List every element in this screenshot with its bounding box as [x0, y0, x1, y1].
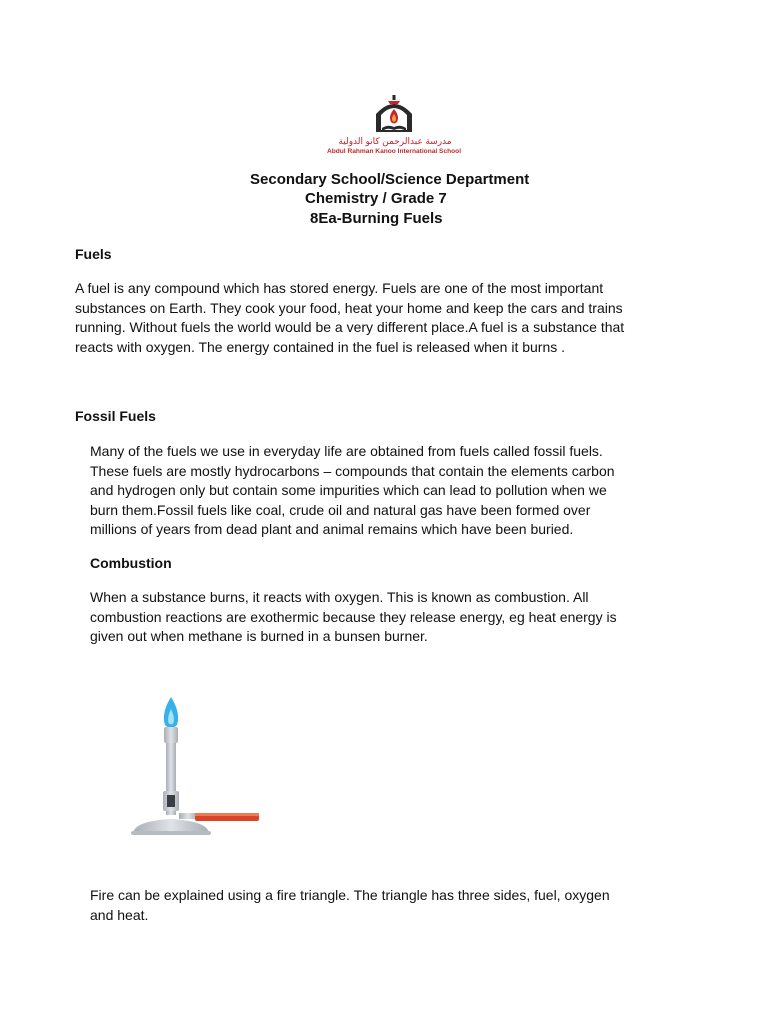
fossil-fuels-title: Fossil Fuels: [75, 408, 156, 424]
unit-heading: 8Ea-Burning Fuels: [310, 210, 443, 227]
fossil-fuels-paragraph: [90, 442, 615, 540]
text-line: millions of years from dead plant and animal remains which have been buried.: [90, 521, 574, 537]
text-line: A fuel is any compound which has stored energy. Fuels are one of the most important: [75, 280, 604, 296]
text-line: combustion reactions are exothermic because they release energy, eg heat energy is: [90, 608, 617, 625]
school-logo: [318, 92, 470, 164]
text-line: Fire can be explained using a fire triangle. The triangle has three sides, fuel, oxygen: [90, 887, 610, 903]
text-line: These fuels are mostly hydrocarbons – compounds that contain the elements carbon: [90, 462, 615, 479]
text-line: Many of the fuels we use in everyday life are obtained from fuels called fossil fuels.: [90, 443, 603, 459]
fuels-paragraph: [75, 279, 624, 357]
bunsen-burner-illustration: [95, 695, 295, 840]
school-crest-icon: [318, 92, 470, 138]
department-heading: Secondary School/Science Department: [250, 171, 530, 188]
school-name-english: Abdul Rahman Kanoo International School: [326, 148, 462, 155]
text-line: running. Without fuels the world would be a very different place.A fuel is a substance that: [75, 319, 625, 335]
fire-triangle-paragraph: [90, 886, 610, 925]
fuels-title: Fuels: [75, 246, 112, 262]
combustion-paragraph: [90, 588, 617, 647]
text-line: substances on Earth. They cook your food, heat your home and keep the cars and trains: [75, 299, 623, 316]
text-line: given out when methane is burned in a bunsen burner.: [90, 628, 428, 644]
text-line: and hydrogen only but contain some impurities which can lead to pollution when we: [90, 482, 607, 498]
combustion-title: Combustion: [90, 555, 172, 571]
subject-heading: Chemistry / Grade 7: [305, 190, 447, 207]
text-line: reacts with oxygen. The energy contained in the fuel is released when it burns .: [75, 338, 566, 355]
text-line: When a substance burns, it reacts with oxygen. This is known as combustion. All: [90, 589, 589, 605]
text-line: and heat.: [90, 906, 149, 923]
school-name-arabic: مدرسة عبدالرحمن كانو الدولية: [338, 136, 452, 146]
text-line: burn them.Fossil fuels like coal, crude oil and natural gas have been formed over: [90, 501, 591, 518]
